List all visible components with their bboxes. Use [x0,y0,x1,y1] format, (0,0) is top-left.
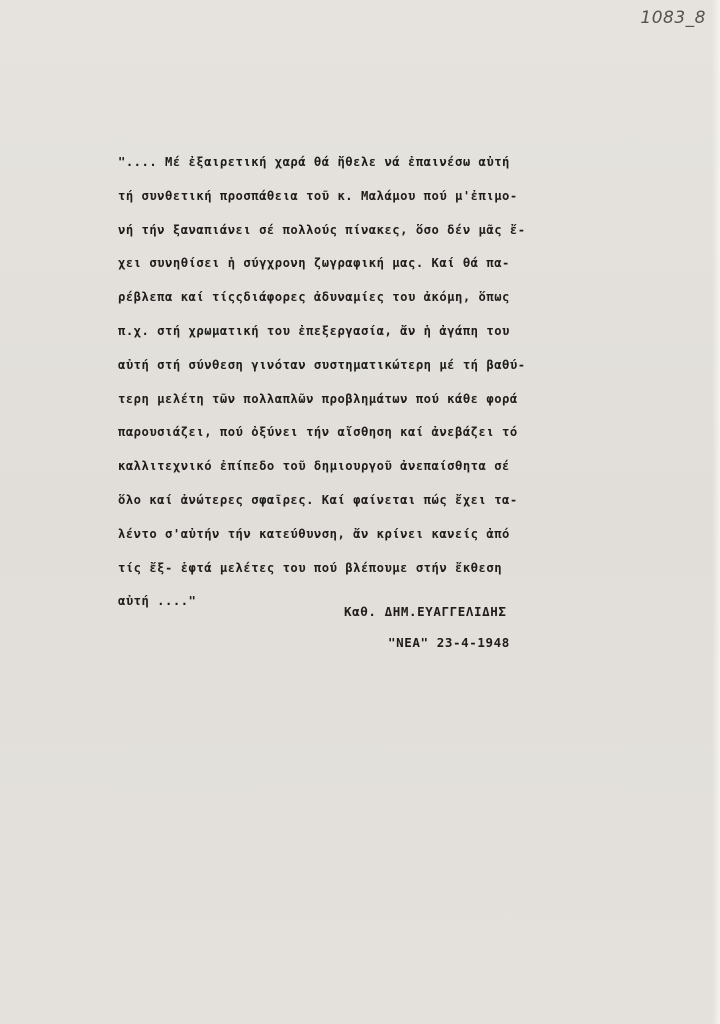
paper-edge [712,0,720,1024]
text-line: τή συνθετική προσπάθεια τοῦ κ. Μαλάμου πού μ'ἐπιμο- [118,188,518,203]
text-line: τερη μελέτη τῶν πολλαπλῶν προβλημάτων πού κάθε φορά [118,391,518,406]
text-line: ρέβλεπα καί τίςςδιάφορες ἀδυναμίες του ἀκόμη, ὅπως [118,290,510,305]
signature-block [344,596,510,658]
text-line: χει συνηθίσει ἡ σύγχρονη ζωγραφική μας. Καί θά πα- [118,256,510,271]
text-line: ὅλο καί ἀνώτερες σφαῖρες. Καί φαίνεται πώς ἔχει τα- [118,492,518,507]
quotation-body [118,146,588,619]
text-line: παρουσιάζει, πού ὀξύνει τήν αἴσθηση καί ἀνεβάζει τό [118,425,518,440]
text-line: καλλιτεχνικό ἐπίπεδο τοῦ δημιουργοῦ ἀνεπαίσθητα σέ [118,459,510,474]
text-line: τίς ἔξ- ἑφτά μελέτες του πού βλέπουμε στήν ἔκθεση [118,560,503,575]
archive-code: 1083_8 [640,8,706,28]
publication-source: "ΝΕΑ" 23-4-1948 [388,635,510,650]
text-line: νή τήν ξαναπιάνει σέ πολλούς πίνακες, ὅσο δέν μᾶς ἔ- [118,222,526,237]
text-line: λέντο σ'αὐτήν τήν κατεύθυνση, ἄν κρίνει κανείς ἀπό [118,526,510,541]
text-line: ".... Μέ ἐξαιρετική χαρά θά ἤθελε νά ἐπαινέσω αὐτή [118,155,510,169]
author-name: Καθ. ΔΗΜ.ΕΥΑΓΓΕΛΙΔΗΣ [344,604,507,619]
text-line: π.χ. στή χρωματική του ἐπεξεργασία, ἄν ἡ ἀγάπη του [118,323,510,338]
text-line: αὐτή ...." [118,594,197,609]
text-line: αὐτή στή σύνθεση γινόταν συστηματικώτερη μέ τή βαθύ- [118,357,526,372]
